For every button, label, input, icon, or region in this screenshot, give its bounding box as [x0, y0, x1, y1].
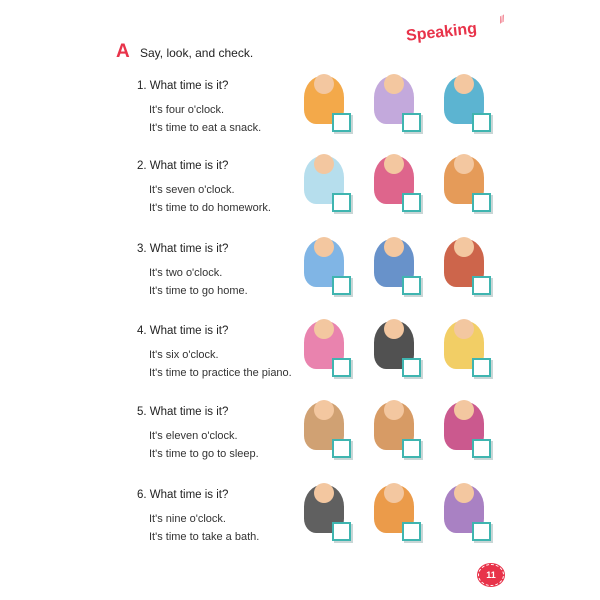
- check-box[interactable]: [402, 193, 421, 212]
- illustration-head: [454, 400, 474, 420]
- check-box[interactable]: [472, 439, 491, 458]
- question: 6. What time is it?: [137, 489, 229, 501]
- illustration-head: [454, 483, 474, 503]
- illustration-head: [384, 237, 404, 257]
- answer-activity: It's time to take a bath.: [149, 531, 260, 543]
- check-box[interactable]: [332, 276, 351, 295]
- check-box[interactable]: [332, 193, 351, 212]
- question: 1. What time is it?: [137, 80, 229, 92]
- answer-activity: It's time to go home.: [149, 285, 248, 297]
- exercise-item: [0, 325, 600, 405]
- exercise-item: [0, 489, 600, 569]
- answer-time: It's nine o'clock.: [149, 513, 226, 525]
- illustration-head: [384, 74, 404, 94]
- check-box[interactable]: [472, 113, 491, 132]
- answer-time: It's seven o'clock.: [149, 184, 235, 196]
- illustration-head: [384, 400, 404, 420]
- illustration-head: [384, 154, 404, 174]
- answer-time: It's two o'clock.: [149, 267, 223, 279]
- check-box[interactable]: [472, 522, 491, 541]
- check-box[interactable]: [402, 276, 421, 295]
- illustration-head: [454, 154, 474, 174]
- check-box[interactable]: [402, 358, 421, 377]
- check-box[interactable]: [402, 439, 421, 458]
- answer-time: It's six o'clock.: [149, 349, 219, 361]
- check-box[interactable]: [472, 358, 491, 377]
- answer-time: It's four o'clock.: [149, 104, 225, 116]
- illustration-head: [314, 237, 334, 257]
- check-box[interactable]: [472, 193, 491, 212]
- section-title: Speaking: [405, 20, 478, 45]
- check-box[interactable]: [332, 439, 351, 458]
- check-box[interactable]: [332, 522, 351, 541]
- illustration-head: [314, 74, 334, 94]
- page-number: 11: [478, 564, 504, 586]
- illustration-head: [384, 319, 404, 339]
- illustration-head: [454, 237, 474, 257]
- illustration-head: [454, 74, 474, 94]
- question: 3. What time is it?: [137, 243, 229, 255]
- illustration-head: [314, 319, 334, 339]
- question: 2. What time is it?: [137, 160, 229, 172]
- check-box[interactable]: [402, 113, 421, 132]
- answer-time: It's eleven o'clock.: [149, 430, 238, 442]
- exercise-item: [0, 406, 600, 486]
- exercise-item: [0, 80, 600, 160]
- check-box[interactable]: [332, 358, 351, 377]
- illustration-head: [314, 154, 334, 174]
- answer-activity: It's time to eat a snack.: [149, 122, 262, 134]
- exercise-item: [0, 160, 600, 240]
- exercise-item: [0, 243, 600, 323]
- activity-letter: A: [116, 41, 130, 62]
- question: 5. What time is it?: [137, 406, 229, 418]
- sparkle-icon: ⁄⁄⁄: [497, 13, 507, 25]
- check-box[interactable]: [402, 522, 421, 541]
- answer-activity: It's time to do homework.: [149, 202, 271, 214]
- illustration-head: [314, 483, 334, 503]
- illustration-head: [454, 319, 474, 339]
- question: 4. What time is it?: [137, 325, 229, 337]
- check-box[interactable]: [332, 113, 351, 132]
- answer-activity: It's time to practice the piano.: [149, 367, 292, 379]
- illustration-head: [314, 400, 334, 420]
- illustration-head: [384, 483, 404, 503]
- answer-activity: It's time to go to sleep.: [149, 448, 259, 460]
- instruction: Say, look, and check.: [140, 46, 254, 60]
- check-box[interactable]: [472, 276, 491, 295]
